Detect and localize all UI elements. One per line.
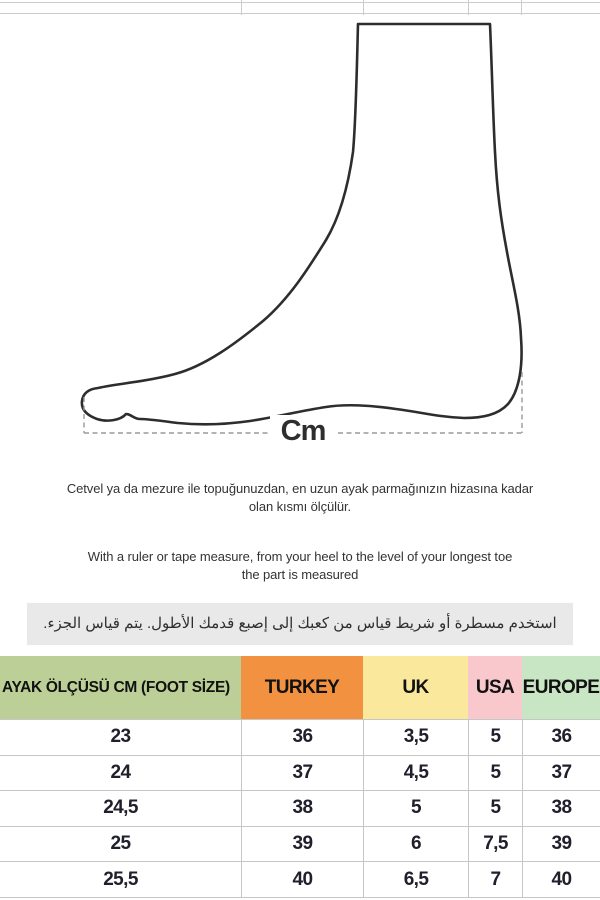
cell-uk: 5: [363, 790, 468, 826]
cell-usa: 5: [468, 755, 522, 791]
cell-turkey: 36: [241, 719, 363, 755]
cell-cm: 24,5: [0, 790, 241, 826]
header-europe: EUROPE: [522, 656, 600, 719]
cell-europe: 39: [522, 826, 600, 862]
cell-uk: 6: [363, 826, 468, 862]
cell-usa: 5: [468, 719, 522, 755]
cell-usa: 5: [468, 790, 522, 826]
cell-turkey: 39: [241, 826, 363, 862]
foot-outline: [82, 24, 522, 424]
cell-cm: 23: [0, 719, 241, 755]
cell-turkey: 37: [241, 755, 363, 791]
cell-europe: 37: [522, 755, 600, 791]
instruction-arabic: استخدم مسطرة أو شريط قياس من كعبك إلى إصبع قدمك الأطول. يتم قياس الجزء.: [27, 603, 572, 645]
instruction-english: [0, 548, 600, 584]
cm-unit-label: Cm: [270, 415, 336, 448]
cell-cm: 25,5: [0, 861, 241, 897]
size-conversion-table: [0, 656, 600, 898]
cell-usa: 7: [468, 861, 522, 897]
header-usa: USA: [468, 656, 522, 719]
instruction-turkish-line2: olan kısmı ölçülür.: [248, 499, 352, 514]
cell-uk: 6,5: [363, 861, 468, 897]
cell-uk: 4,5: [363, 755, 468, 791]
instruction-english-line2: the part is measured: [241, 567, 359, 582]
cell-cm: 25: [0, 826, 241, 862]
header-uk: UK: [363, 656, 468, 719]
header-turkey: TURKEY: [241, 656, 363, 719]
instruction-arabic-wrap: [0, 603, 600, 645]
cell-uk: 3,5: [363, 719, 468, 755]
cell-turkey: 38: [241, 790, 363, 826]
cell-europe: 38: [522, 790, 600, 826]
cell-cm: 24: [0, 755, 241, 791]
cell-turkey: 40: [241, 861, 363, 897]
instruction-turkish-line1: Cetvel ya da mezure ile topuğunuzdan, en uzun ayak parmağınızın hizasına kadar: [66, 481, 534, 496]
header-foot-size: AYAK ÖLÇÜSÜ CM (FOOT SİZE): [0, 656, 241, 719]
cell-europe: 40: [522, 861, 600, 897]
cell-usa: 7,5: [468, 826, 522, 862]
instruction-english-line1: With a ruler or tape measure, from your heel to the level of your longest toe: [87, 549, 513, 564]
instruction-turkish: [0, 480, 600, 516]
cell-europe: 36: [522, 719, 600, 755]
